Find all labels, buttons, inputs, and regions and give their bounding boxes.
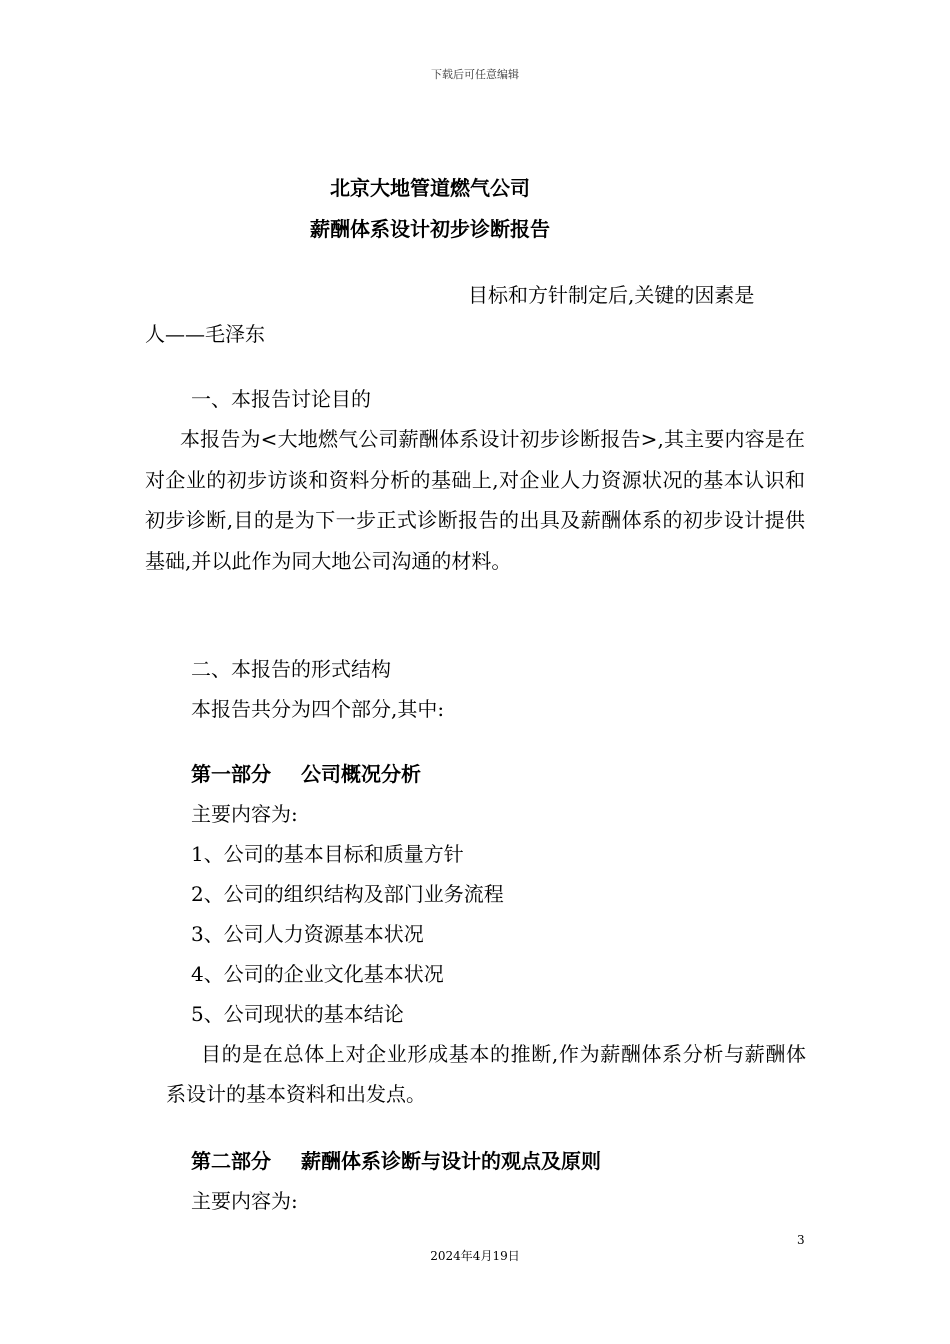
part-2-heading	[191, 1147, 601, 1175]
section-1-body: 本报告为<大地燃气公司薪酬体系设计初步诊断报告>,其主要内容是在对企业的初步访谈和资料分析的基础上,对企业人力资源状况的基本认识和初步诊断,目的是为下一步正式诊断报告的出具及薪酬体系的初步设计提供基础,并以此作为同大地公司沟通的材料。	[145, 427, 805, 573]
document-subtitle: 薪酬体系设计初步诊断报告	[310, 217, 550, 241]
document-title: 北京大地管道燃气公司	[330, 176, 530, 200]
part-1-label: 第一部分	[191, 762, 271, 786]
section-2-intro: 本报告共分为四个部分,其中:	[191, 697, 445, 721]
list-item: 3、公司人力资源基本状况	[191, 922, 424, 946]
page-header: 下载后可任意编辑	[431, 68, 519, 81]
section-1-heading: 一、本报告讨论目的	[191, 387, 371, 411]
part-2-intro: 主要内容为:	[191, 1189, 298, 1213]
part-1-title: 公司概况分析	[301, 762, 421, 786]
part-2-label: 第二部分	[191, 1149, 271, 1173]
epigraph-line-1: 目标和方针制定后,关键的因素是	[468, 283, 755, 307]
footer-date: 2024年4月19日	[430, 1249, 520, 1263]
epigraph-line-2: 人——毛泽东	[145, 322, 265, 346]
list-item: 1、公司的基本目标和质量方针	[191, 842, 464, 866]
part-1-conclusion: 目的是在总体上对企业形成基本的推断,作为薪酬体系分析与薪酬体系设计的基本资料和出发点。	[166, 1042, 806, 1106]
list-item: 2、公司的组织结构及部门业务流程	[191, 882, 504, 906]
section-2-heading: 二、本报告的形式结构	[191, 657, 391, 681]
part-2-title: 薪酬体系诊断与设计的观点及原则	[301, 1149, 601, 1173]
part-1-heading	[191, 760, 421, 788]
list-item: 4、公司的企业文化基本状况	[191, 962, 444, 986]
list-item: 5、公司现状的基本结论	[191, 1002, 404, 1026]
page-number: 3	[797, 1233, 805, 1247]
part-1-intro: 主要内容为:	[191, 802, 298, 826]
